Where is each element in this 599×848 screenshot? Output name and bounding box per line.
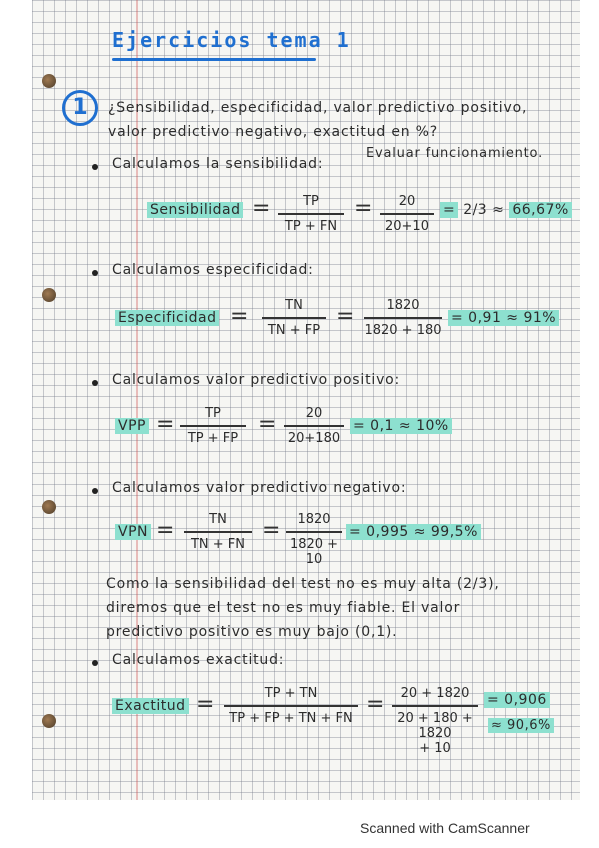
title-underline [112,58,316,61]
binder-hole [42,74,56,88]
subnote: Evaluar funcionamiento. [366,146,544,161]
values-numerator: 20 [398,194,416,209]
vpp-result: = 0,1 ≈ 10% [350,418,452,434]
conclusion-line-1: Como la sensibilidad del test no es muy alta (2/3), [106,576,500,592]
exactitud-percent: ≈ 90,6% [488,718,554,733]
scanner-watermark: Scanned with CamScanner [360,820,530,836]
equals-sign: = [252,196,271,221]
vpp-values: 20 20+180 [284,406,344,446]
values-denominator: 20+10 [385,218,429,234]
vpn-intro: Calculamos valor predictivo negativo: [112,480,407,496]
vpn-label: VPN [115,524,151,540]
question-line-1: ¿Sensibilidad, especificidad, valor predictivo positivo, [108,100,528,116]
exactitud-result: = 0,906 [484,692,550,708]
equals-sign: = [262,518,281,543]
equals-sign: = [354,196,373,221]
vpp-formula: TP TP + FP [180,406,246,446]
sensibilidad-formula [278,194,344,234]
bullet [92,488,98,494]
especificidad-label: Especificidad [115,310,219,326]
equals-sign: = [336,304,355,329]
sensibilidad-intro: Calculamos la sensibilidad: [112,156,324,172]
vpp-intro: Calculamos valor predictivo positivo: [112,372,401,388]
sensibilidad-label: Sensibilidad [147,202,243,218]
especificidad-result: = 0,91 ≈ 91% [448,310,559,326]
equals-sign: = [258,412,277,437]
exactitud-intro: Calculamos exactitud: [112,652,285,668]
vpn-formula: TN TN + FN [184,512,252,552]
formula-denominator: TP + FN [284,218,338,234]
bullet [92,660,98,666]
bullet [92,380,98,386]
question-number-badge: 1 [62,90,98,126]
page-title: Ejercicios tema 1 [112,28,351,52]
equals-sign: = [230,304,249,329]
equals-sign: = [156,518,175,543]
especificidad-intro: Calculamos especificidad: [112,262,314,278]
margin-line [136,0,138,800]
sensibilidad-values [380,194,434,234]
bullet [92,164,98,170]
exactitud-label: Exactitud [112,698,189,714]
exactitud-values: 20 + 1820 20 + 180 + 1820 + 10 [392,686,478,756]
especificidad-values: 1820 1820 + 180 [364,298,442,338]
equals-sign: = [366,692,385,717]
bullet [92,270,98,276]
vpp-label: VPP [115,418,149,434]
formula-numerator: TP [303,194,319,209]
vpn-values: 1820 1820 + 10 [286,512,342,567]
equals-sign: = [196,692,215,717]
notebook-page [32,0,580,800]
conclusion-line-2: diremos que el test no es muy fiable. El valor [106,600,461,616]
exactitud-formula: TP + TN TP + FP + TN + FN [224,686,358,726]
binder-hole [42,714,56,728]
sensibilidad-result: = 2/3 ≈ 66,67% [440,202,572,218]
especificidad-formula: TN TN + FP [262,298,326,338]
conclusion-line-3: predictivo positivo es muy bajo (0,1). [106,624,398,640]
binder-hole [42,500,56,514]
question-line-2: valor predictivo negativo, exactitud en %? [108,124,438,140]
binder-hole [42,288,56,302]
vpn-result: = 0,995 ≈ 99,5% [346,524,481,540]
equals-sign: = [156,412,175,437]
